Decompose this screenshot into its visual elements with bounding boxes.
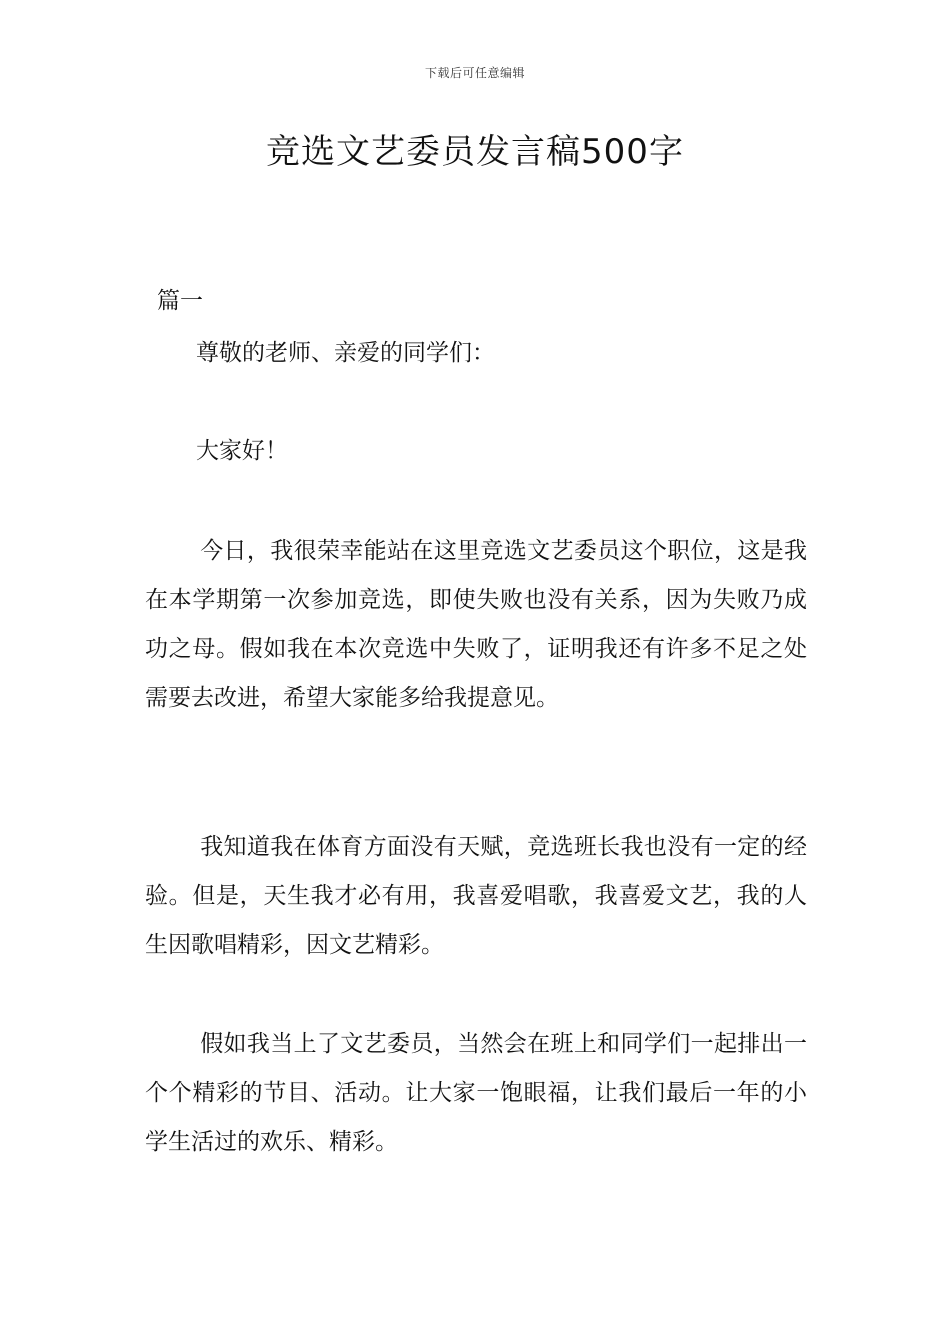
body-paragraph-2: 我知道我在体育方面没有天赋，竞选班长我也没有一定的经验。但是，天生我才必有用，我喜爱唱歌，我喜爱文艺，我的人生因歌唱精彩，因文艺精彩。: [145, 834, 807, 958]
header-note: 下载后可任意编辑: [424, 66, 525, 80]
greeting-line: 大家好！: [196, 438, 288, 464]
section-label: 篇一: [157, 288, 203, 314]
document-title: 竞选文艺委员发言稿500字: [266, 132, 684, 172]
salutation: 尊敬的老师、亲爱的同学们：: [196, 340, 495, 366]
body-paragraph-3: 假如我当上了文艺委员，当然会在班上和同学们一起排出一个个精彩的节目、活动。让大家一饱眼福，让我们最后一年的小学生活过的欢乐、精彩。: [145, 1031, 807, 1155]
body-paragraph-1: 今日，我很荣幸能站在这里竞选文艺委员这个职位，这是我在本学期第一次参加竞选，即使失败也没有关系，因为失败乃成功之母。假如我在本次竞选中失败了，证明我还有许多不足之处需要去改进，希望大家能多给我提意见。: [145, 538, 807, 711]
